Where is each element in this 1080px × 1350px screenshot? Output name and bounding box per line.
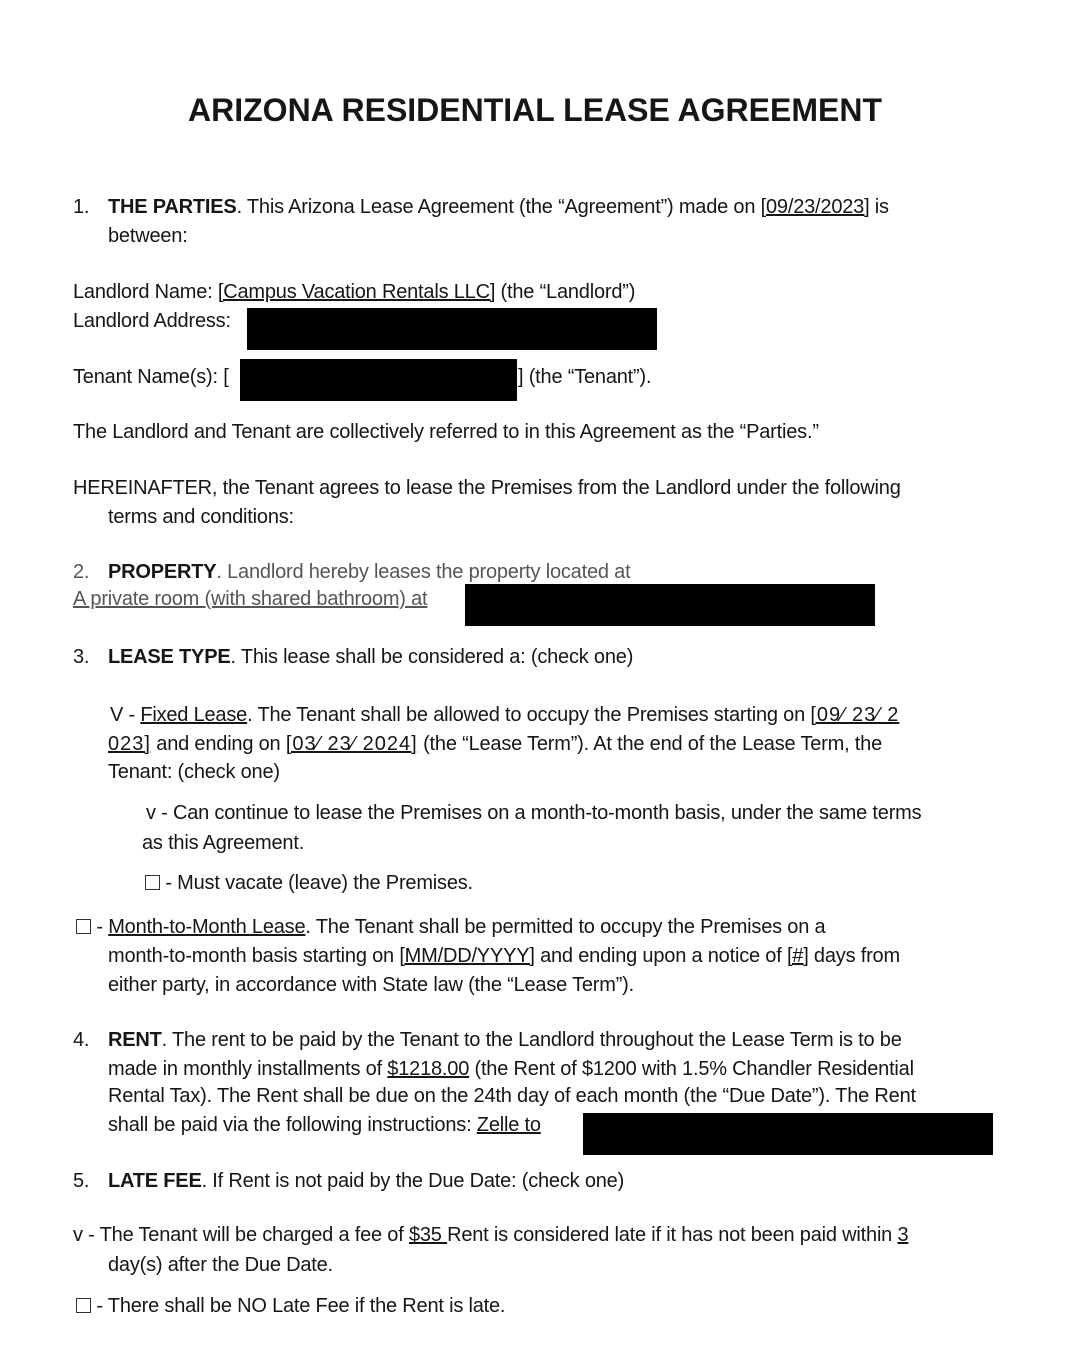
fixed-option-continue-line2: as this Agreement. <box>142 832 305 854</box>
month-to-month-line3: either party, in accordance with State law (the “Lease Term”). <box>108 974 634 996</box>
fixed-option-continue: v - Can continue to lease the Premises on a month-to-month basis, under the same terms <box>146 802 922 824</box>
section-3-heading: LEASE TYPE <box>108 646 231 668</box>
property-description: A private room (with shared bathroom) at <box>73 588 428 610</box>
redaction-landlord-address <box>247 308 657 350</box>
redaction-payment-details <box>583 1113 993 1155</box>
parties-sentence: The Landlord and Tenant are collectively referred to in this Agreement as the “Parties.” <box>73 421 819 443</box>
late-fee-option-1-line2: day(s) after the Due Date. <box>108 1254 333 1276</box>
tenant-suffix: ] (the “Tenant”). <box>518 366 652 388</box>
tenant-label: Tenant Name(s): [ <box>73 366 229 388</box>
fixed-lease-label: Fixed Lease <box>140 704 248 726</box>
fixed-lease-line3: Tenant: (check one) <box>108 761 280 783</box>
section-5-line1: LATE FEE. If Rent is not paid by the Due Date: (check one) <box>108 1170 625 1192</box>
redaction-tenant-name <box>240 359 517 401</box>
late-fee-days: 3 <box>897 1224 909 1246</box>
month-to-month-line1: - Month-to-Month Lease. The Tenant shall be permitted to occupy the Premises on a <box>76 915 825 939</box>
section-4-line2: made in monthly installments of $1218.00 (the Rent of $1200 with 1.5% Chandler Residential <box>108 1058 914 1080</box>
hereinafter-line2: terms and conditions: <box>108 506 294 528</box>
fixed-lease-start-date: [09⁄ 23⁄ 2 <box>810 704 900 726</box>
m2m-start-date: [MM/DD/YYYY] <box>399 945 535 967</box>
section-5-heading: LATE FEE <box>108 1170 202 1192</box>
landlord-name-value: [Campus Vacation Rentals LLC] <box>217 281 496 303</box>
section-3-line1: LEASE TYPE. This lease shall be considered a: (check one) <box>108 646 634 668</box>
continue-check-mark: v <box>146 802 156 824</box>
fixed-lease-line1: V - Fixed Lease. The Tenant shall be allowed to occupy the Premises starting on [09⁄ 23⁄ 2 <box>110 704 900 726</box>
section-1-line2: between: <box>108 225 188 247</box>
fixed-lease-line2: 023] and ending on [03⁄ 23⁄ 2024] (the “Lease Term”). At the end of the Lease Term, the <box>108 733 883 755</box>
payment-method: Zelle to <box>476 1114 541 1136</box>
section-4-line4: shall be paid via the following instructions: Zelle to <box>108 1114 541 1136</box>
late-fee-check-mark: v <box>73 1224 83 1246</box>
section-2-line1: PROPERTY. Landlord hereby leases the property located at <box>108 561 631 583</box>
fixed-option-vacate: - Must vacate (leave) the Premises. <box>145 871 473 895</box>
rent-amount: $1218.00 <box>387 1058 470 1080</box>
section-1-heading: THE PARTIES <box>108 196 237 218</box>
section-4-heading: RENT <box>108 1029 162 1051</box>
month-to-month-checkbox[interactable] <box>76 919 91 934</box>
document-title: ARIZONA RESIDENTIAL LEASE AGREEMENT <box>188 92 882 128</box>
m2m-notice-days: [#] <box>786 945 809 967</box>
vacate-checkbox[interactable] <box>145 875 160 890</box>
late-fee-option-1: v - The Tenant will be charged a fee of $35 Rent is considered late if it has not been paid within 3 <box>73 1224 909 1246</box>
agreement-date: [09/23/2023] <box>760 196 870 218</box>
section-2-number: 2. <box>73 561 90 583</box>
section-4-line3: Rental Tax). The Rent shall be due on the 24th day of each month (the “Due Date”). The Rent <box>108 1085 916 1107</box>
section-1-number: 1. <box>73 196 90 218</box>
month-to-month-line2: month-to-month basis starting on [MM/DD/YYYY] and ending upon a notice of [#] days from <box>108 945 900 967</box>
fixed-lease-end-date: [03⁄ 23⁄ 2024] <box>285 733 418 755</box>
month-to-month-label: Month-to-Month Lease <box>108 916 306 938</box>
no-late-fee-checkbox[interactable] <box>76 1298 91 1313</box>
section-5-number: 5. <box>73 1170 90 1192</box>
hereinafter-line1: HEREINAFTER, the Tenant agrees to lease the Premises from the Landlord under the following <box>73 477 901 499</box>
section-4-line1: RENT. The rent to be paid by the Tenant to the Landlord throughout the Lease Term is to be <box>108 1029 902 1051</box>
landlord-name-line: Landlord Name: [Campus Vacation Rentals LLC] (the “Landlord”) <box>73 281 636 303</box>
late-fee-amount: $35 <box>408 1224 448 1246</box>
late-fee-option-2: - There shall be NO Late Fee if the Rent is late. <box>76 1294 505 1318</box>
section-2-heading: PROPERTY <box>108 561 217 583</box>
section-4-number: 4. <box>73 1029 90 1051</box>
landlord-address-label: Landlord Address: <box>73 310 231 332</box>
section-3-number: 3. <box>73 646 90 668</box>
fixed-lease-check-mark: V <box>110 704 124 726</box>
section-1-line1: THE PARTIES. This Arizona Lease Agreement (the “Agreement”) made on [09/23/2023] is <box>108 196 889 218</box>
redaction-property-address <box>465 584 875 626</box>
